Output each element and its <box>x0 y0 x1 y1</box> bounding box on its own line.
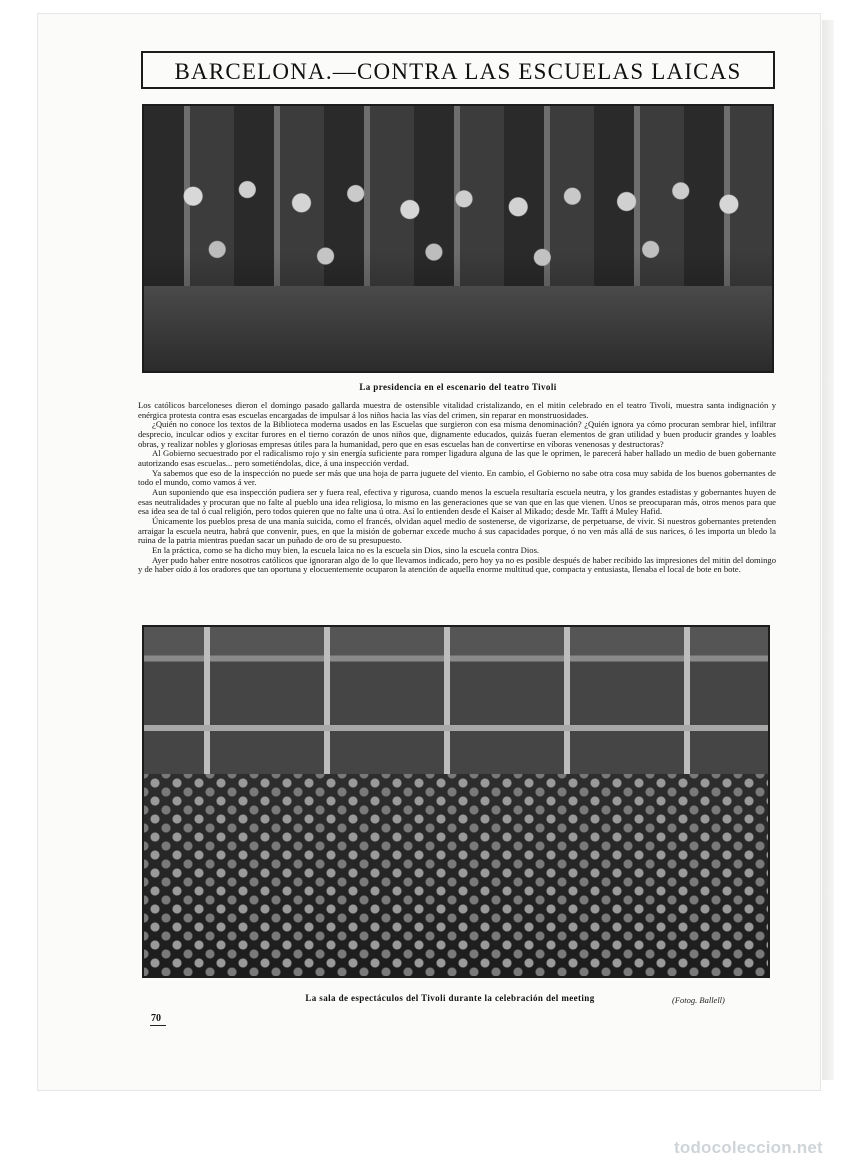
page-number-rule <box>150 1025 166 1026</box>
page-number: 70 <box>151 1013 161 1024</box>
article-paragraph: Ayer pudo haber entre nosotros católicos que ignoraran algo de lo que llevamos indicado, pero hoy ya no es posible después de haber recibido las impresiones del mitin del domingo y de haber oído á los oradores que tan oportuna y elocuentemente ocuparon la atención de aquella enorme multitud que, compacta y entusiasta, llenaba el local de bote en bote. <box>138 554 776 575</box>
article-paragraph: Ya sabemos que eso de la inspección no puede ser más que una hoja de parra juguete del viento. En cambio, el Gobierno no sabe otra cosa muy sabida de los buenos gobernantes de todo el mundo, como vamos á ver. <box>138 467 776 488</box>
article-paragraph: Los católicos barceloneses dieron el domingo pasado gallarda muestra de ostensible vitalidad cristalizando, en el mitin celebrado en el teatro Tivoli, muestra santa indignación y enérgica protesta contra esas escuelas encargadas de impulsar á los niños hacia las vías del crimen, sin reparar en monstruosidades. <box>138 400 776 420</box>
article-paragraph: En la práctica, como se ha dicho muy bien, la escuela laica no es la escuela sin Dios, sino la escuela contra Dios. <box>152 544 540 555</box>
article-paragraph: ¿Quién no conoce los textos de la Biblioteca moderna usados en las Escuelas que surgieron con esa misma denominación? ¿Quién ignora ya cómo procuran sembrar hiel, infiltrar desprecio, inculcar odios y excitar furores en el tierno corazón de unos niños que, dignamente educados, quizás fueran elementos de gran utilidad y buen producir grandes y loables obras, y realizar nobles y gloriosas empresas útiles para la humanidad, pero que en esas escuelas han de convertirse en víboras venenosas y destructoras? <box>138 419 776 449</box>
photo-presidencia <box>142 104 774 373</box>
page-edge <box>822 20 834 1080</box>
photo-sala-rail <box>144 725 768 731</box>
article-paragraph: Únicamente los pueblos presa de una manía suicida, como el francés, olvidan aquel medio de sostenerse, de vigorizarse, de perpetuarse, de vivir. Si nuestros gobernantes pretenden arraigar la escuela neutra, habrá que convenir, pues, en que la misión de gobernar excede mucho á sus capacidades porque, ó no ven más allá de sus narices, ó les importa un bledo la ruina de la patria mientras puedan sacar un puñado de oro de su presupuesto. <box>138 515 776 546</box>
article-title-box <box>141 51 775 89</box>
photo-presidencia-caption: La presidencia en el escenario del teatro Tivoli <box>359 382 557 392</box>
photo-sala-tivoli <box>142 625 770 978</box>
watermark: todocoleccion.net <box>674 1138 823 1157</box>
photo-presidencia-table <box>144 286 772 371</box>
article-paragraph: Aun suponiendo que esa inspección pudiera ser y fuera real, efectiva y rigurosa, cuando menos la escuela resultaría escuela neutra, y los grandes estadistas y gobernantes huyen de esas neutralidades y procuran que no falte al pueblo una idea religiosa, lo mismo en las generaciones que se van que en las que vienen. Unos se preocuparan más, otros menos para que esa idea sea de tal ó cual religión, pero todos quieren que no falte una ú otra. Así lo entienden desde el Kaiser al Mikado; desde Mr. Tafft á Muley Hafid. <box>138 486 776 517</box>
photo-credit: (Fotog. Ballell) <box>672 995 725 1005</box>
article-body <box>138 401 776 575</box>
photo-sala-gallery <box>144 627 768 784</box>
article-paragraph: Al Gobierno secuestrado por el radicalismo rojo y sin energía suficiente para romper ligadura alguna de las que le oprimen, le parecerá haber hallado un medio de buen gobernante autorizando esas escuelas... pero sometiéndolas, dice, á una inspección verdad. <box>138 448 776 468</box>
article-title: BARCELONA.—CONTRA LAS ESCUELAS LAICAS <box>174 59 742 84</box>
photo-sala-audience <box>144 774 768 976</box>
photo-presidencia-crowd <box>157 143 760 276</box>
photo-sala-caption: La sala de espectáculos del Tivoli durante la celebración del meeting <box>305 993 595 1003</box>
